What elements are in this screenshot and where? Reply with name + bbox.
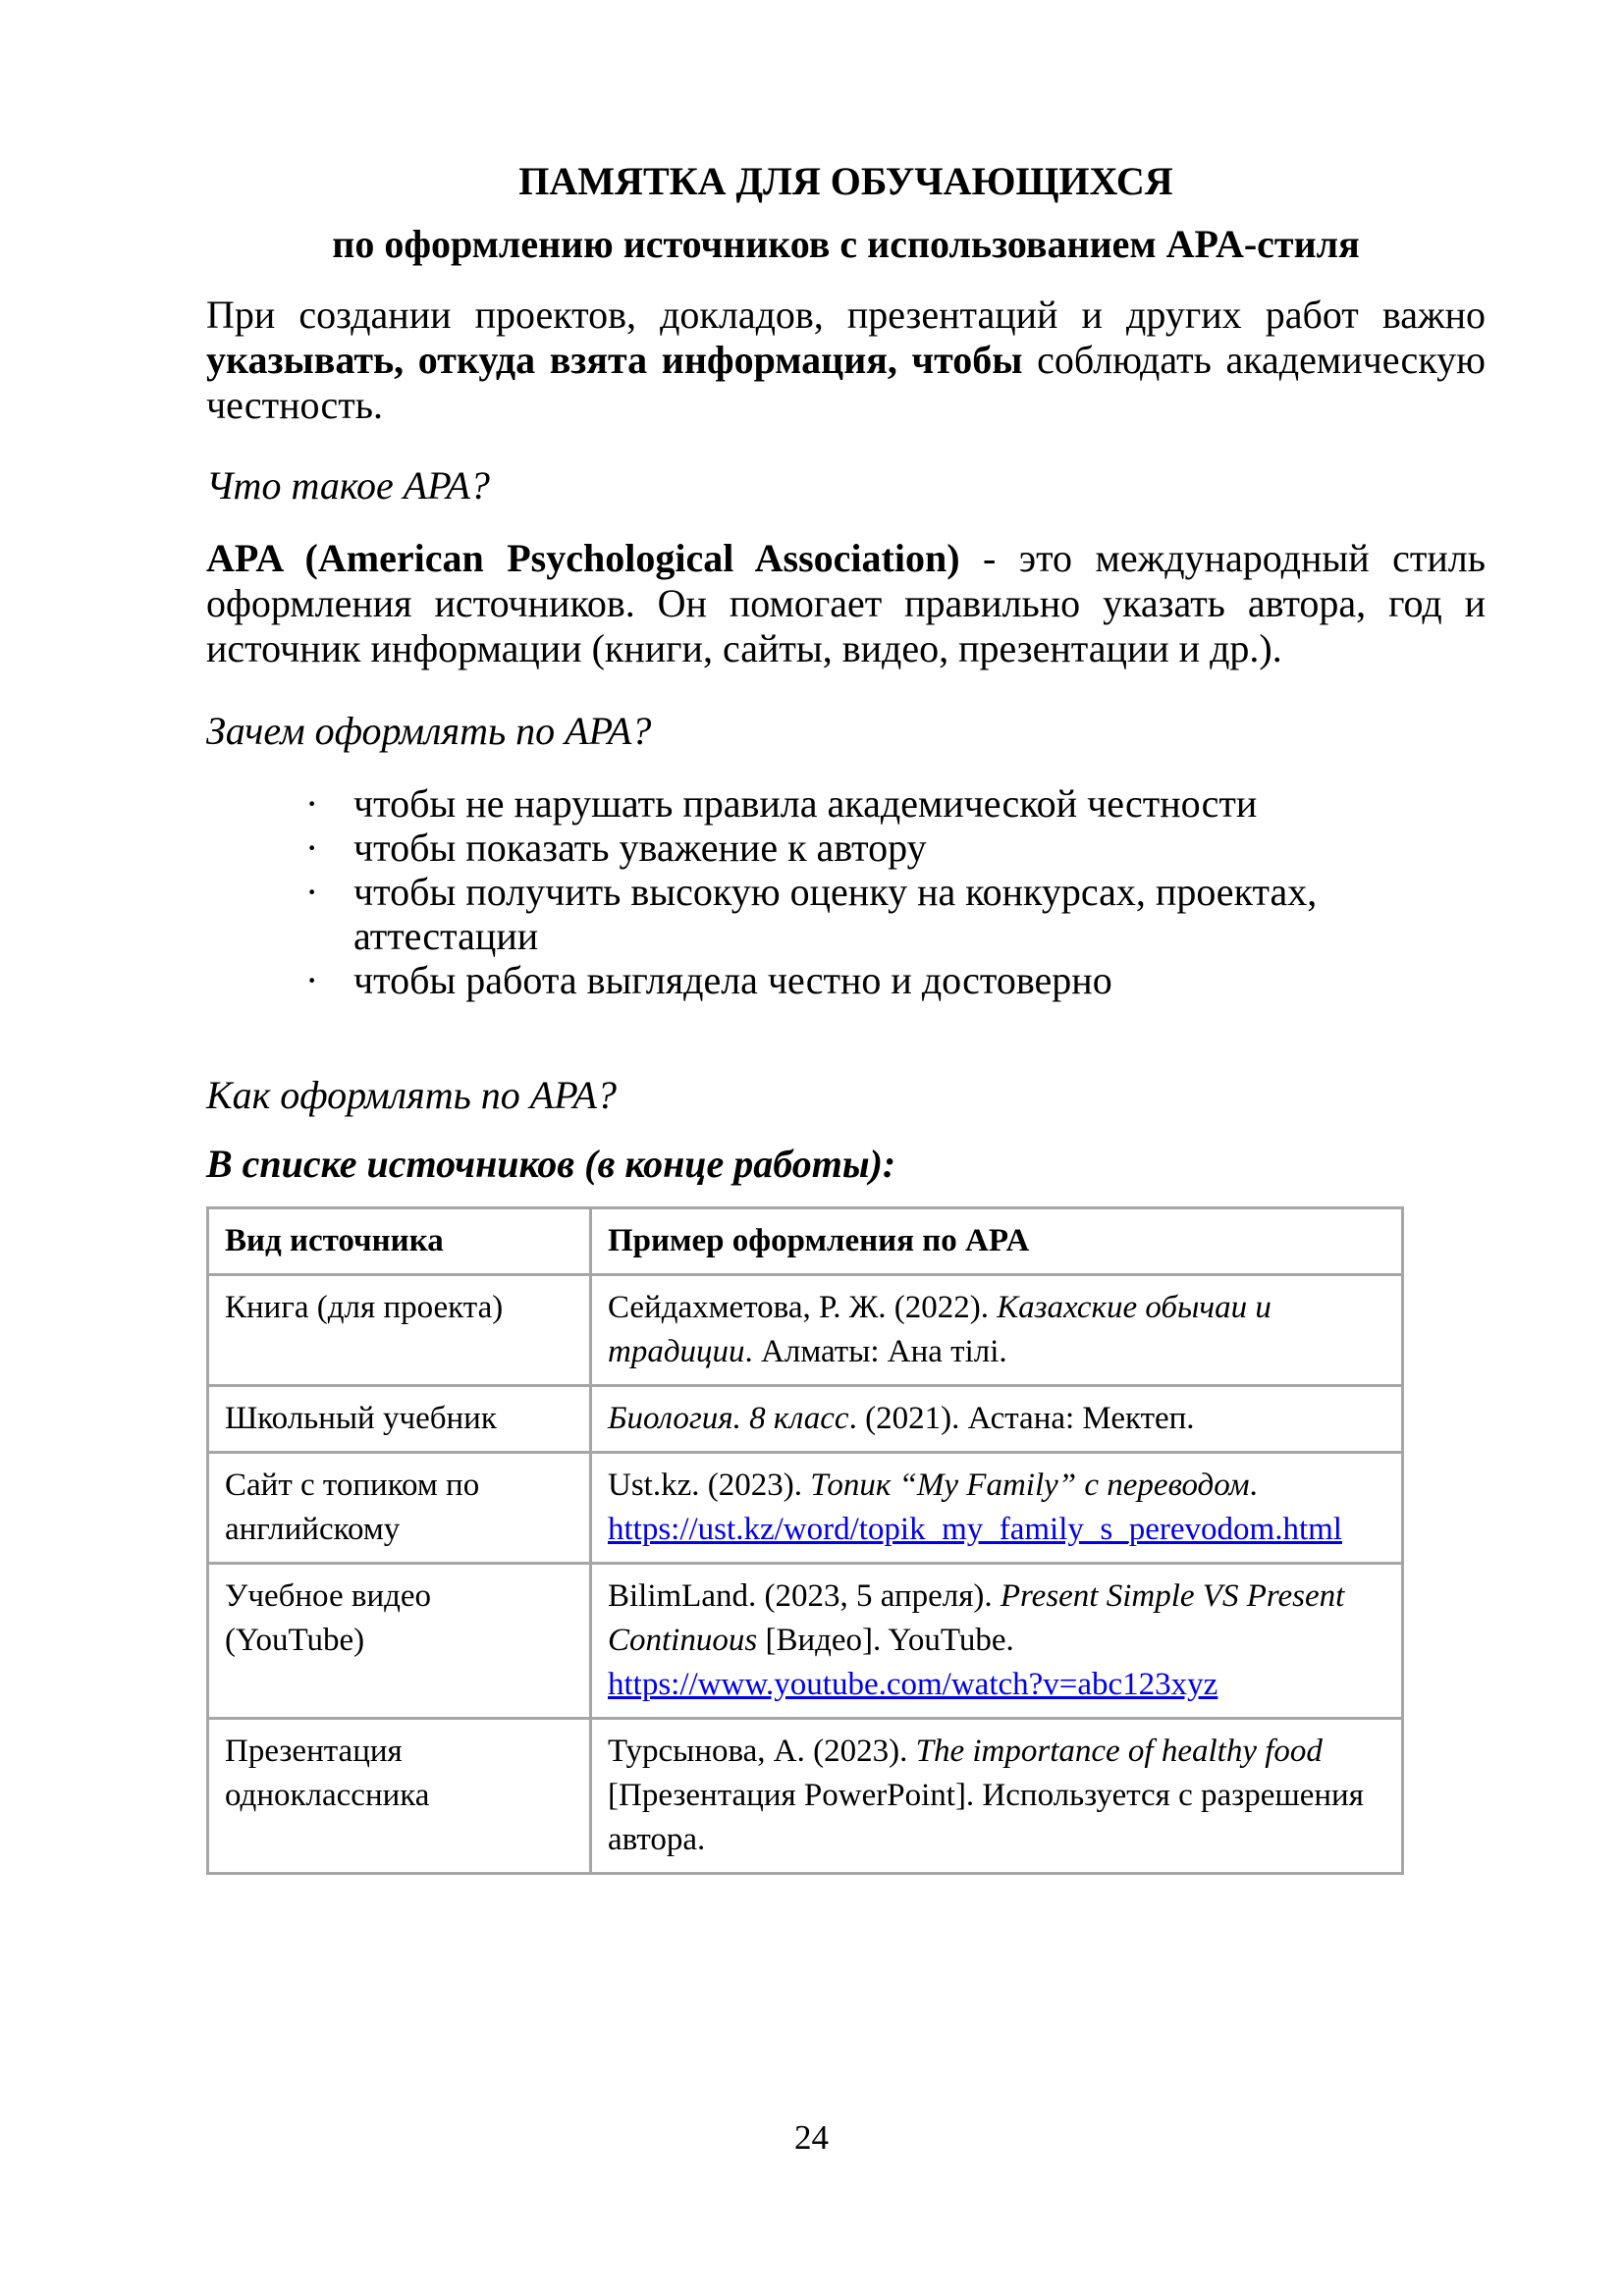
text-segment: оформления источников. Он помогает правильно указать автора, год и <box>206 581 1486 625</box>
bullet-marker-icon: · <box>305 958 319 1002</box>
source-type-line: (YouTube) <box>225 1623 365 1658</box>
bullet-text: чтобы не нарушать правила академической честности <box>353 781 1258 826</box>
text-segment: The importance of healthy food <box>915 1734 1323 1769</box>
page-subtitle: по оформлению источников с использованием APA-стиля <box>332 222 1360 266</box>
table-header-row <box>208 1208 1403 1275</box>
table-header-source-type: Вид источника <box>208 1208 591 1275</box>
text-segment: . <box>1249 1468 1258 1503</box>
text-segment: Present Simple VS Present Continuous <box>608 1578 1345 1658</box>
text-segment: Сейдахметова, Р. Ж. (2022). <box>608 1290 998 1325</box>
source-type-line: Книга (для проекта) <box>225 1290 504 1325</box>
text-segment: честность. <box>206 383 383 427</box>
text-segment: APA (American Psychological Association) <box>206 536 960 580</box>
page-title: ПАМЯТКА ДЛЯ ОБУЧАЮЩИХСЯ <box>518 159 1173 203</box>
table-row <box>208 1719 1403 1874</box>
citation-link[interactable]: https://www.youtube.com/watch?v=abc123xyz <box>608 1667 1218 1702</box>
source-type-line: Учебное видео <box>225 1578 432 1614</box>
bullet-marker-icon: · <box>305 826 319 870</box>
bullet-marker-icon: · <box>305 781 319 826</box>
bullet-item <box>206 781 1486 826</box>
bullet-item <box>206 826 1486 870</box>
why-bullet-list <box>206 781 1486 1002</box>
source-type-cell <box>208 1719 591 1874</box>
table-row <box>208 1386 1403 1453</box>
heading-how-apa: Как оформлять по APA? <box>206 1073 617 1117</box>
text-segment: . (2021). Астана: Мектеп. <box>848 1401 1195 1436</box>
citation-link[interactable]: https://ust.kz/word/topik_my_family_s_perevodom.html <box>608 1512 1342 1547</box>
table-row <box>208 1564 1403 1719</box>
paragraph-line <box>206 338 1486 383</box>
text-segment: Биология. 8 класс <box>608 1401 849 1436</box>
bullet-text: чтобы показать уважение к автору <box>353 826 927 870</box>
source-type-cell <box>208 1564 591 1719</box>
table-row <box>208 1275 1403 1386</box>
example-cell <box>591 1386 1403 1453</box>
source-type-cell <box>208 1275 591 1386</box>
paragraph-line <box>206 383 1486 428</box>
source-type-cell <box>208 1453 591 1564</box>
text-segment: [Презентация PowerPoint]. Используется с разрешения автора. <box>608 1778 1364 1857</box>
source-type-line: Сайт с топиком по <box>225 1468 480 1503</box>
text-segment: При создании проектов, докладов, презентаций и других работ важно <box>206 293 1486 337</box>
text-segment: указывать, откуда взята информация, чтобы <box>206 338 1023 382</box>
text-segment: - это международный стиль <box>959 536 1487 580</box>
heading-source-list: В списке источников (в конце работы): <box>206 1142 896 1186</box>
table-row <box>208 1453 1403 1564</box>
text-segment: Топик “My Family” с переводом <box>810 1468 1250 1503</box>
text-segment: соблюдать академическую <box>1022 338 1486 382</box>
text-segment: Ust.kz. (2023). <box>608 1468 811 1503</box>
text-segment: Турсынова, А. (2023). <box>608 1734 916 1769</box>
example-cell <box>591 1719 1403 1874</box>
page-number: 24 <box>794 2118 829 2157</box>
source-type-line: английскому <box>225 1512 401 1547</box>
source-type-line: одноклассника <box>225 1778 430 1813</box>
example-cell <box>591 1275 1403 1386</box>
paragraph-line <box>206 536 1486 581</box>
text-segment: [Видео]. YouTube. <box>757 1623 1014 1658</box>
bullet-text: чтобы работа выглядела честно и достоверно <box>353 958 1112 1002</box>
heading-why-apa: Зачем оформлять по APA? <box>206 709 652 753</box>
table-header-example: Пример оформления по APA <box>591 1208 1403 1275</box>
source-type-line: Презентация <box>225 1734 403 1769</box>
text-segment: источник информации (книги, сайты, видео, презентации и др.). <box>206 626 1282 670</box>
table-body <box>208 1275 1403 1874</box>
sources-table <box>206 1206 1404 1875</box>
text-segment: . Алматы: Ана тілі. <box>744 1334 1007 1369</box>
apa-definition-paragraph <box>206 536 1486 671</box>
text-segment: BilimLand. (2023, 5 апреля). <box>608 1578 1001 1614</box>
bullet-marker-icon: · <box>305 870 319 914</box>
paragraph-line <box>206 293 1486 338</box>
source-type-cell <box>208 1386 591 1453</box>
bullet-item <box>206 870 1486 958</box>
paragraph-line <box>206 626 1486 671</box>
paragraph-line <box>206 581 1486 626</box>
example-cell <box>591 1453 1403 1564</box>
intro-paragraph <box>206 293 1486 428</box>
text-segment: Казахские обычаи и традиции <box>608 1290 1271 1369</box>
bullet-text: чтобы получить высокую оценку на конкурсах, проектах, аттестации <box>353 870 1318 958</box>
heading-what-is-apa: Что такое APA? <box>206 463 490 507</box>
bullet-item <box>206 958 1486 1002</box>
example-cell <box>591 1564 1403 1719</box>
source-type-line: Школьный учебник <box>225 1401 497 1436</box>
